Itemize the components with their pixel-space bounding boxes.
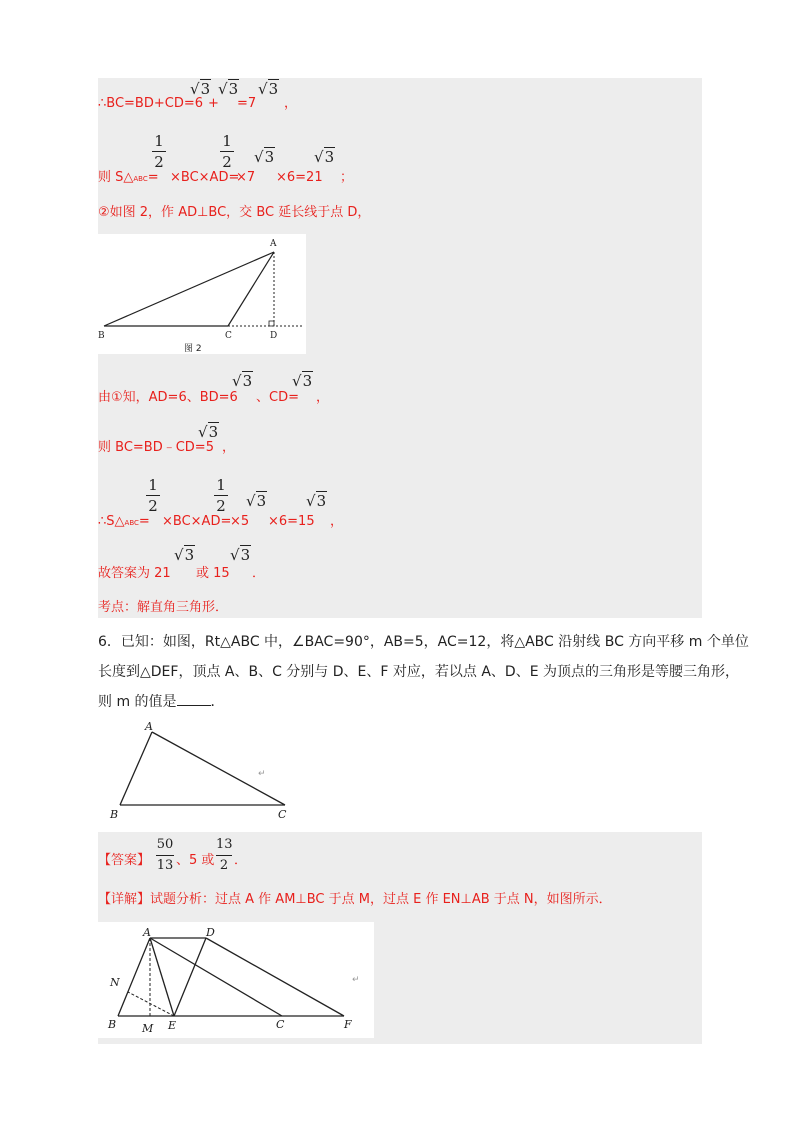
- detail-label: 【详解】: [98, 892, 151, 907]
- answer-mid: 、5 或: [176, 853, 215, 868]
- sqrt3: √3: [258, 80, 279, 98]
- solution-line-5: 则 BC=BD﹣CD=5: [98, 440, 214, 455]
- fraction-50-13: 50 13: [156, 837, 174, 873]
- plus-sign: +: [208, 96, 219, 111]
- text: ，: [330, 514, 344, 529]
- label-C: C: [276, 1018, 285, 1031]
- text: ×7: [236, 170, 256, 185]
- label-B: B: [108, 1018, 117, 1031]
- solution-line-3: ②如图 2，作 AD⊥BC，交 BC 延长线于点 D，: [98, 205, 371, 220]
- detail-line: [98, 892, 612, 908]
- label-F: F: [344, 1018, 352, 1031]
- text: ×BC×AD=: [170, 170, 240, 185]
- question-6-line-2: 长度到△DEF，顶点 A、B、C 分别与 D、E、F 对应，若以点 A、D、E 为顶点的三角形是等腰三角形，: [98, 664, 739, 680]
- fraction-half: 1 2: [220, 132, 234, 171]
- triangle-abc-drawing: [100, 718, 300, 823]
- solution-line-7: 故答案为 21: [98, 566, 171, 581]
- sqrt3: √3: [190, 80, 211, 98]
- label-B: B: [98, 331, 105, 341]
- fraction-half: 1 2: [146, 476, 160, 515]
- solution-line-4: 由①知，AD=6、BD=6: [98, 390, 238, 405]
- answer-blank: [177, 705, 211, 706]
- text: ，: [316, 390, 330, 405]
- fraction-half: 1 2: [152, 132, 166, 171]
- detail-text: 试题分析：过点 A 作 AM⊥BC 于点 M，过点 E 作 EN⊥AB 于点 N，如图所示．: [150, 892, 612, 907]
- solution-line-8-topic: 考点：解直角三角形．: [98, 600, 229, 615]
- label-D: D: [270, 331, 278, 341]
- solution-line-1: [98, 96, 203, 112]
- text: ×6=21: [276, 170, 323, 185]
- sqrt3: √3: [230, 546, 251, 564]
- label-N: N: [110, 976, 120, 989]
- sqrt3: √3: [306, 492, 327, 510]
- translation-diagram: [98, 922, 374, 1038]
- sqrt3: √3: [254, 148, 275, 166]
- question-6-line-1: 6．已知：如图，Rt△ABC 中，∠BAC=90°，AB=5，AC=12，将△ABC 沿射线 BC 方向平移 m 个单位: [98, 634, 749, 650]
- text: ×5: [230, 514, 250, 529]
- text: 、CD=: [256, 390, 299, 405]
- fraction-half: 1 2: [214, 476, 228, 515]
- label-A: A: [145, 720, 153, 733]
- solution-line-6: ∴S△ABC=: [98, 514, 150, 529]
- text: 或 15: [196, 566, 230, 581]
- label-C: C: [225, 331, 232, 341]
- sqrt3: √3: [198, 423, 219, 441]
- return-mark: ↵: [258, 769, 266, 779]
- sqrt3: √3: [246, 492, 267, 510]
- label-A: A: [143, 926, 151, 939]
- text: ×BC×AD=: [162, 514, 232, 529]
- label-M: M: [142, 1022, 154, 1035]
- text: ∴BC=BD+CD=6: [98, 96, 204, 111]
- solution-line-2: 则 S△ABC=: [98, 170, 159, 185]
- figure-2-drawing: [98, 234, 306, 354]
- sqrt3: √3: [174, 546, 195, 564]
- text: ，: [284, 96, 298, 111]
- sqrt3: √3: [218, 80, 239, 98]
- figure-caption: 图 2: [184, 344, 202, 354]
- label-D: D: [206, 926, 215, 939]
- answer-label: 【答案】: [98, 853, 151, 868]
- text: ．: [252, 566, 266, 581]
- sqrt3: √3: [292, 372, 313, 390]
- question-6-figure: [100, 718, 300, 823]
- label-A: A: [270, 239, 277, 249]
- label-C: C: [278, 808, 287, 821]
- label-E: E: [168, 1019, 177, 1032]
- return-mark: ↵: [352, 975, 360, 985]
- text: ×6=15: [268, 514, 315, 529]
- text: ，: [222, 440, 236, 455]
- label-B: B: [110, 808, 119, 821]
- sqrt3: √3: [314, 148, 335, 166]
- figure-2: [98, 234, 306, 354]
- answer-end: ．: [234, 853, 248, 868]
- sqrt3: √3: [232, 372, 253, 390]
- fraction-13-2: 13 2: [216, 837, 233, 873]
- question-6-line-3: 则 m 的值是 ．: [98, 694, 225, 710]
- text: =7: [237, 96, 257, 111]
- text: ；: [340, 170, 354, 185]
- detail-figure: [98, 922, 374, 1038]
